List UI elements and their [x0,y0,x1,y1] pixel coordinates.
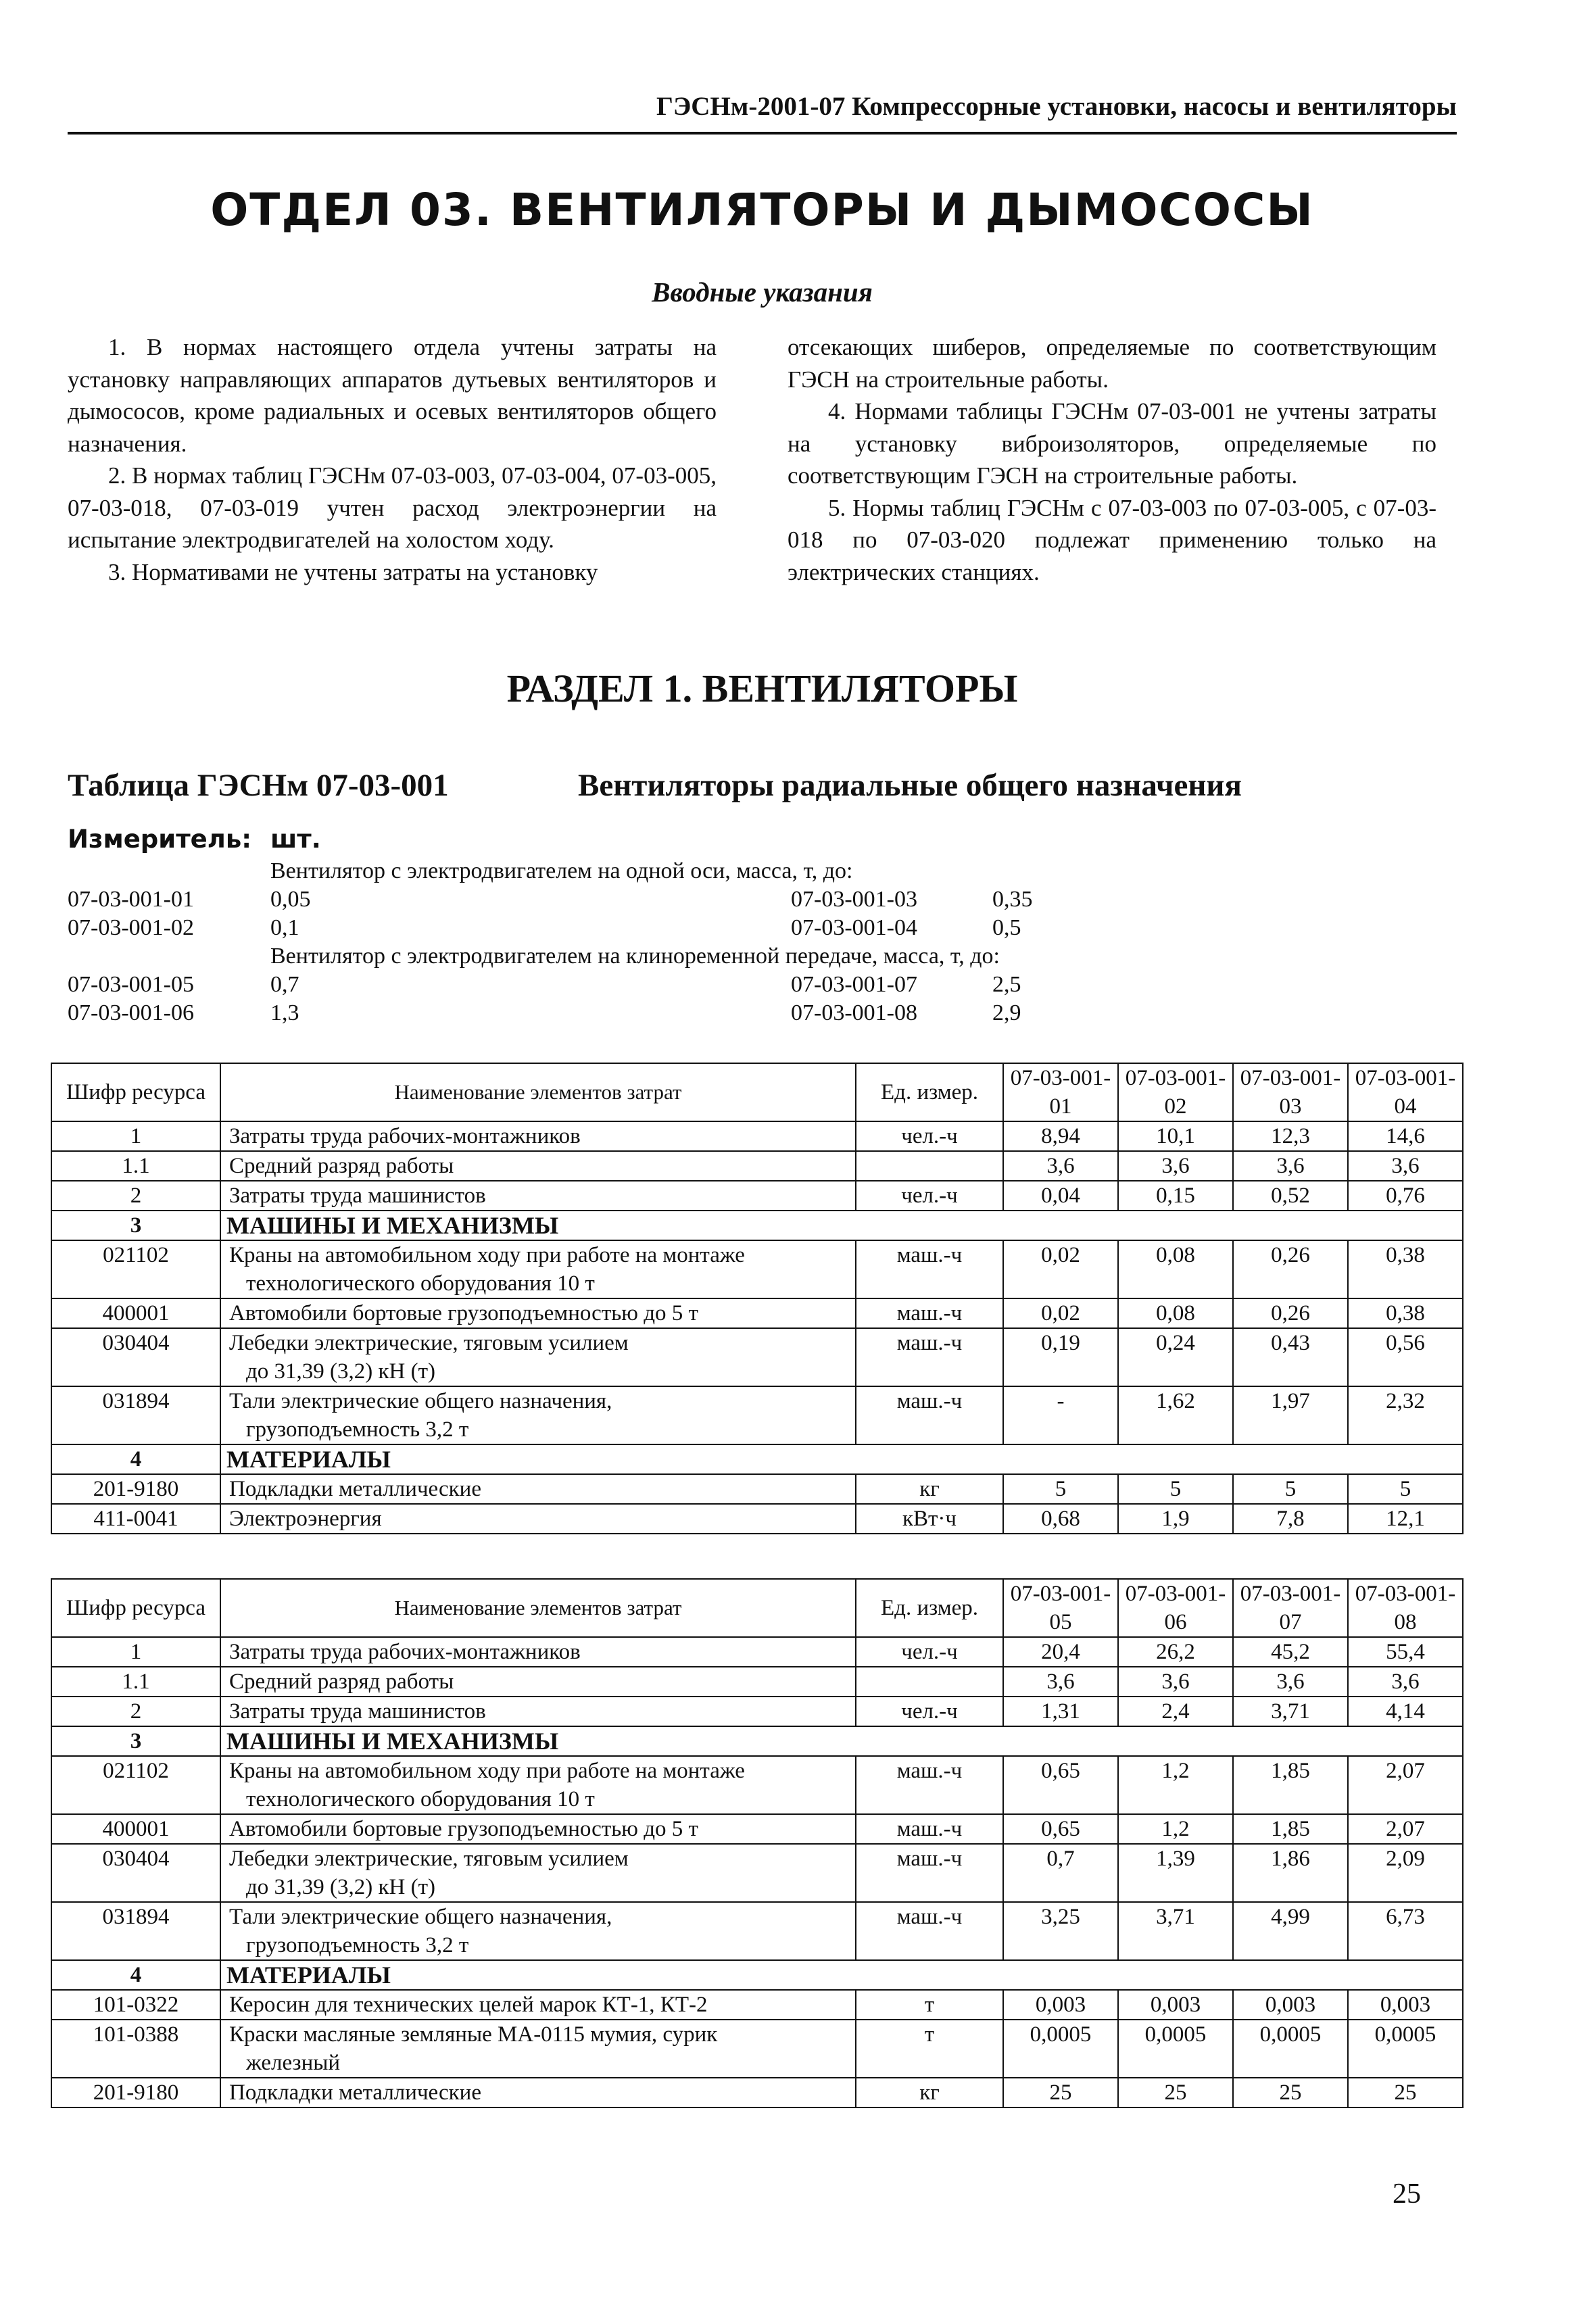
row-code: 4 [51,1960,220,1990]
row-unit: чел.-ч [856,1697,1003,1726]
row-value: 0,7 [1003,1844,1118,1902]
row-value: 0,68 [1003,1504,1118,1534]
row-value: 2,09 [1348,1844,1463,1902]
row-value: 25 [1118,2078,1233,2107]
table-row [51,1181,1463,1211]
row-value: 25 [1348,2078,1463,2107]
row-name-continued: железный [246,2051,341,2075]
row-unit: маш.-ч [856,1328,1003,1386]
row-value: 3,25 [1003,1902,1118,1960]
table-row [51,1902,1463,1960]
row-name-continued: грузоподъемность 3,2 т [246,1417,469,1442]
table-row [51,1151,1463,1181]
row-value: 0,65 [1003,1814,1118,1844]
header-variant-column: 07-03-001-01 [1003,1063,1118,1121]
row-code: 201-9180 [51,2078,220,2107]
variants-group2-heading: Вентилятор с электродвигателем на клиноременной передаче, масса, т, до: [270,944,1000,969]
row-value: 0,24 [1118,1328,1233,1386]
variant-value: 0,05 [270,887,311,912]
table-row [51,1474,1463,1504]
row-unit: чел.-ч [856,1181,1003,1211]
header-unit: Ед. измер. [856,1063,1003,1121]
row-value: 3,6 [1348,1667,1463,1697]
row-name: Подкладки металлические [229,2080,481,2105]
group-heading: МАШИНЫ И МЕХАНИЗМЫ [220,1726,1463,1756]
row-value: 1,39 [1118,1844,1233,1902]
row-value: 3,71 [1233,1697,1348,1726]
row-name-cell [220,1667,856,1697]
variant-code: 07-03-001-01 [68,887,194,912]
variant-code: 07-03-001-08 [791,1000,917,1025]
row-code: 021102 [51,1756,220,1814]
row-value: 0,003 [1348,1990,1463,2020]
row-value: 4,99 [1233,1902,1348,1960]
row-name-cell [220,1756,856,1814]
row-value: 5 [1348,1474,1463,1504]
row-unit: чел.-ч [856,1121,1003,1151]
row-name-cell [220,1151,856,1181]
measure-unit: шт. [270,825,321,854]
row-code: 400001 [51,1814,220,1844]
intro-paragraph-5: 5. Нормы таблиц ГЭСНм с 07-03-003 по 07-03-005, с 07-03-018 по 07-03-020 подлежат применению только на электрических станциях. [788,494,1436,585]
row-value: 1,86 [1233,1844,1348,1902]
row-value: 45,2 [1233,1637,1348,1667]
row-unit: кг [856,1474,1003,1504]
variant-value: 0,1 [270,915,299,940]
variant-value: 2,5 [992,972,1021,997]
variant-value: 2,9 [992,1000,1021,1025]
row-name: Тали электрические общего назначения, [229,1389,612,1413]
row-name-cell [220,1121,856,1151]
intro-paragraph-1: 1. В нормах настоящего отдела учтены затраты на установку направляющих аппаратов дутьевых вентиляторов и дымососов, кроме радиальных и осевых вентиляторов общего назначения. [68,334,717,457]
variant-code: 07-03-001-02 [68,915,194,940]
variant-code: 07-03-001-04 [791,915,917,940]
row-name-continued: технологического оборудования 10 т [246,1787,595,1811]
row-value: 0,04 [1003,1181,1118,1211]
table-row [51,1386,1463,1444]
variant-value: 1,3 [270,1000,299,1025]
row-name: Средний разряд работы [229,1670,454,1694]
variants-group1-heading: Вентилятор с электродвигателем на одной оси, масса, т, до: [270,858,853,883]
row-value: 1,2 [1118,1756,1233,1814]
row-value: 12,3 [1233,1121,1348,1151]
table-row [51,1960,1463,1990]
row-name: Затраты труда рабочих-монтажников [229,1640,581,1664]
header-variant-column: 07-03-001-02 [1118,1063,1233,1121]
row-name: Затраты труда рабочих-монтажников [229,1124,581,1148]
row-name-continued: грузоподъемность 3,2 т [246,1933,469,1957]
row-name: Тали электрические общего назначения, [229,1905,612,1929]
row-name-cell [220,1386,856,1444]
header-variant-column: 07-03-001-05 [1003,1579,1118,1637]
table-row [51,1726,1463,1756]
table-name: Вентиляторы радиальные общего назначения [578,768,1242,803]
row-name-cell [220,1181,856,1211]
intro-paragraph-2: 2. В нормах таблиц ГЭСНм 07-03-003, 07-03-004, 07-03-005, 07-03-018, 07-03-019 учтен расход электроэнергии на испытание электродвигателей на холостом ходу. [68,462,717,553]
row-value: 0,19 [1003,1328,1118,1386]
header-variant-column: 07-03-001-03 [1233,1063,1348,1121]
row-value: 0,65 [1003,1756,1118,1814]
intro-paragraph-3-continued: отсекающих шиберов, определяемые по соответствующим ГЭСН на строительные работы. [788,334,1436,393]
row-name-cell [220,1328,856,1386]
row-value: 1,2 [1118,1814,1233,1844]
row-name-continued: технологического оборудования 10 т [246,1271,595,1296]
row-value: 0,56 [1348,1328,1463,1386]
measure-label [68,825,321,854]
row-name-continued: до 31,39 (3,2) кН (т) [246,1359,436,1384]
row-name: Затраты труда машинистов [229,1184,486,1208]
row-code: 1.1 [51,1667,220,1697]
row-value: 25 [1233,2078,1348,2107]
row-code: 101-0322 [51,1990,220,2020]
variant-code: 07-03-001-03 [791,887,917,912]
header-rule [68,132,1457,135]
table-row [51,1121,1463,1151]
row-value: 0,38 [1348,1298,1463,1328]
page-number: 25 [1393,2178,1421,2210]
row-code: 400001 [51,1298,220,1328]
row-value: 1,85 [1233,1756,1348,1814]
row-code: 201-9180 [51,1474,220,1504]
row-unit [856,1667,1003,1697]
row-name-cell [220,1240,856,1298]
row-value: 5 [1003,1474,1118,1504]
row-unit: маш.-ч [856,1240,1003,1298]
header-name: Наименование элементов затрат [220,1579,856,1637]
table-row [51,1444,1463,1474]
variant-row [68,887,1457,917]
row-unit: маш.-ч [856,1814,1003,1844]
intro-paragraph-3: 3. Нормативами не учтены затраты на установку [108,558,598,585]
row-name: Лебедки электрические, тяговым усилием [229,1847,629,1871]
running-header: ГЭСНм-2001-07 Компрессорные установки, насосы и вентиляторы [656,92,1457,121]
intro-paragraph-4: 4. Нормами таблицы ГЭСНм 07-03-001 не учтены затраты на установку виброизоляторов, определяемые по соответствующим ГЭСН на строительные работы. [788,398,1436,489]
row-value: 0,38 [1348,1240,1463,1298]
row-name: Электроэнергия [229,1507,382,1531]
row-name: Краски масляные земляные МА-0115 мумия, сурик [229,2022,718,2047]
table-row [51,2020,1463,2078]
intro-column-right [788,331,1436,588]
row-value: 6,73 [1348,1902,1463,1960]
header-variant-column: 07-03-001-07 [1233,1579,1348,1637]
variant-code: 07-03-001-05 [68,972,194,997]
row-name: Керосин для технических целей марок КТ-1, КТ-2 [229,1993,708,2017]
row-value: 0,08 [1118,1240,1233,1298]
variant-value: 0,35 [992,887,1033,912]
row-name-cell [220,1902,856,1960]
row-value: 1,9 [1118,1504,1233,1534]
row-name-cell [220,2020,856,2078]
table-row [51,1814,1463,1844]
intro-title: Вводные указания [652,276,873,308]
row-code: 1.1 [51,1151,220,1181]
group-heading: МАШИНЫ И МЕХАНИЗМЫ [220,1211,1463,1240]
row-value: - [1003,1386,1118,1444]
row-code: 030404 [51,1844,220,1902]
row-name: Краны на автомобильном ходу при работе на монтаже [229,1243,745,1267]
row-name-continued: до 31,39 (3,2) кН (т) [246,1875,436,1899]
row-value: 12,1 [1348,1504,1463,1534]
variant-value: 0,7 [270,972,299,997]
table-row [51,1990,1463,2020]
variant-row [68,915,1457,945]
row-code: 031894 [51,1386,220,1444]
department-title: ОТДЕЛ 03. ВЕНТИЛЯТОРЫ И ДЫМОСОСЫ [210,184,1314,236]
row-code: 1 [51,1121,220,1151]
row-name-cell [220,1990,856,2020]
row-code: 4 [51,1444,220,1474]
row-code: 2 [51,1181,220,1211]
table-row [51,1756,1463,1814]
row-value: 0,26 [1233,1298,1348,1328]
row-value: 25 [1003,2078,1118,2107]
row-value: 1,97 [1233,1386,1348,1444]
table-row [51,1504,1463,1534]
row-name-cell [220,1474,856,1504]
table-header-row [51,1579,1463,1637]
row-value: 14,6 [1348,1121,1463,1151]
header-name: Наименование элементов затрат [220,1063,856,1121]
row-value: 0,0005 [1003,2020,1118,2078]
row-name: Средний разряд работы [229,1154,454,1178]
table-header-row [51,1063,1463,1121]
row-value: 4,14 [1348,1697,1463,1726]
group-heading: МАТЕРИАЛЫ [220,1444,1463,1474]
norms-table-1 [51,1063,1464,1534]
row-unit: кВт·ч [856,1504,1003,1534]
intro-column-left [68,331,717,588]
row-value: 1,85 [1233,1814,1348,1844]
row-code: 101-0388 [51,2020,220,2078]
row-value: 0,15 [1118,1181,1233,1211]
row-name-cell [220,1298,856,1328]
row-name: Подкладки металлические [229,1477,481,1501]
row-name: Лебедки электрические, тяговым усилием [229,1331,629,1355]
header-unit: Ед. измер. [856,1579,1003,1637]
header-code: Шифр ресурса [51,1579,220,1637]
header-variant-column: 07-03-001-06 [1118,1579,1233,1637]
row-value: 3,6 [1118,1667,1233,1697]
row-code: 1 [51,1637,220,1667]
row-code: 411-0041 [51,1504,220,1534]
row-name: Затраты труда машинистов [229,1699,486,1724]
measure-label-text: Измеритель: [68,825,252,854]
row-name-cell [220,1697,856,1726]
row-value: 26,2 [1118,1637,1233,1667]
row-unit: кг [856,2078,1003,2107]
table-row [51,1667,1463,1697]
row-value: 55,4 [1348,1637,1463,1667]
table-row [51,1211,1463,1240]
row-value: 3,6 [1233,1151,1348,1181]
row-value: 3,6 [1348,1151,1463,1181]
row-unit: маш.-ч [856,1902,1003,1960]
row-value: 0,02 [1003,1298,1118,1328]
row-value: 3,6 [1233,1667,1348,1697]
row-code: 030404 [51,1328,220,1386]
row-value: 5 [1118,1474,1233,1504]
row-value: 0,76 [1348,1181,1463,1211]
variant-row [68,1000,1457,1030]
row-unit: маш.-ч [856,1298,1003,1328]
row-value: 0,26 [1233,1240,1348,1298]
header-code: Шифр ресурса [51,1063,220,1121]
table-row [51,1844,1463,1902]
variant-value: 0,5 [992,915,1021,940]
row-code: 3 [51,1211,220,1240]
row-name: Автомобили бортовые грузоподъемностью до 5 т [229,1817,698,1841]
row-unit: т [856,1990,1003,2020]
row-name: Краны на автомобильном ходу при работе на монтаже [229,1759,745,1783]
row-value: 20,4 [1003,1637,1118,1667]
row-value: 0,0005 [1233,2020,1348,2078]
row-value: 1,31 [1003,1697,1118,1726]
row-name: Автомобили бортовые грузоподъемностью до 5 т [229,1301,698,1325]
row-unit: т [856,2020,1003,2078]
group-heading: МАТЕРИАЛЫ [220,1960,1463,1990]
row-value: 2,07 [1348,1756,1463,1814]
row-value: 0,003 [1118,1990,1233,2020]
row-value: 5 [1233,1474,1348,1504]
row-value: 0,08 [1118,1298,1233,1328]
header-variant-column: 07-03-001-08 [1348,1579,1463,1637]
variant-code: 07-03-001-07 [791,972,917,997]
row-name-cell [220,1637,856,1667]
table-code: Таблица ГЭСНм 07-03-001 [68,768,449,803]
row-name-cell [220,1504,856,1534]
norms-table-2 [51,1578,1464,2108]
row-unit: маш.-ч [856,1386,1003,1444]
section-title: РАЗДЕЛ 1. ВЕНТИЛЯТОРЫ [506,666,1018,710]
table-row [51,1298,1463,1328]
row-code: 2 [51,1697,220,1726]
row-unit [856,1151,1003,1181]
variant-row [68,972,1457,1002]
row-name-cell [220,2078,856,2107]
row-value: 3,6 [1003,1667,1118,1697]
row-name-cell [220,1814,856,1844]
row-value: 0,0005 [1348,2020,1463,2078]
variant-code: 07-03-001-06 [68,1000,194,1025]
table-row [51,1637,1463,1667]
table-row [51,2078,1463,2107]
row-name-cell [220,1844,856,1902]
row-value: 8,94 [1003,1121,1118,1151]
row-value: 7,8 [1233,1504,1348,1534]
row-value: 2,4 [1118,1697,1233,1726]
row-value: 2,32 [1348,1386,1463,1444]
table-row [51,1328,1463,1386]
row-value: 0,003 [1233,1990,1348,2020]
row-unit: маш.-ч [856,1756,1003,1814]
row-value: 0,0005 [1118,2020,1233,2078]
row-value: 0,43 [1233,1328,1348,1386]
row-value: 1,62 [1118,1386,1233,1444]
row-value: 3,71 [1118,1902,1233,1960]
table-row [51,1697,1463,1726]
row-code: 3 [51,1726,220,1756]
row-value: 0,52 [1233,1181,1348,1211]
row-unit: чел.-ч [856,1637,1003,1667]
table-row [51,1240,1463,1298]
row-unit: маш.-ч [856,1844,1003,1902]
row-value: 0,02 [1003,1240,1118,1298]
header-variant-column: 07-03-001-04 [1348,1063,1463,1121]
row-value: 2,07 [1348,1814,1463,1844]
row-value: 10,1 [1118,1121,1233,1151]
row-code: 021102 [51,1240,220,1298]
row-code: 031894 [51,1902,220,1960]
row-value: 3,6 [1118,1151,1233,1181]
row-value: 0,003 [1003,1990,1118,2020]
row-value: 3,6 [1003,1151,1118,1181]
